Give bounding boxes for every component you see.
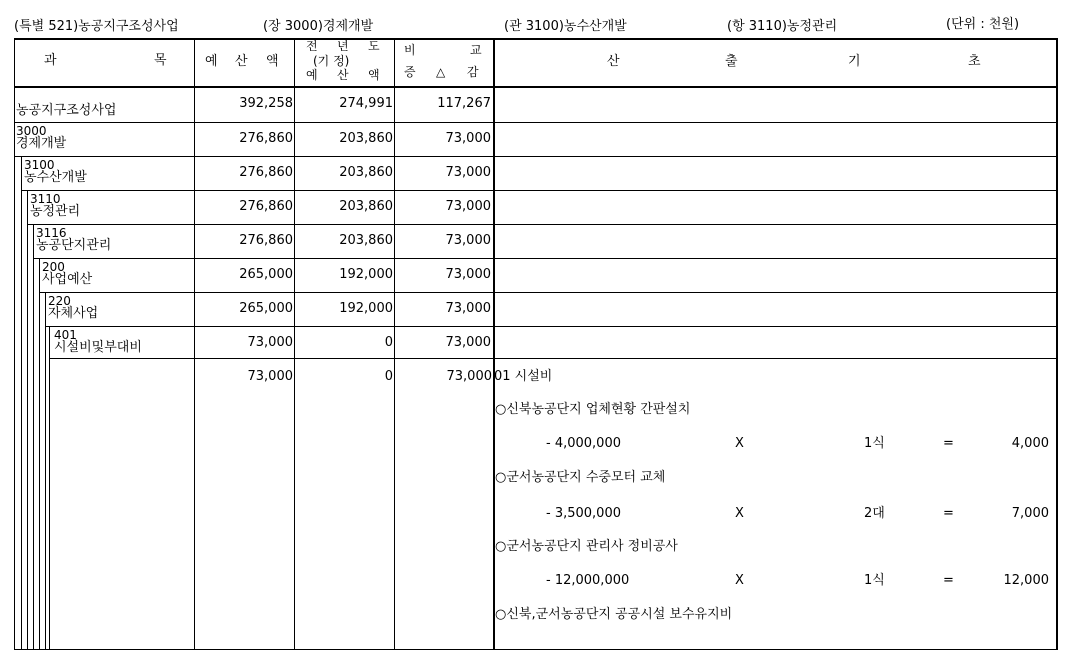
- row-divider: [14, 122, 1058, 123]
- detail-budget: 73,000: [247, 369, 293, 384]
- row-divider: [50, 358, 1058, 359]
- col-border-2: [294, 38, 295, 650]
- detail-prev: 0: [384, 369, 393, 384]
- unit-label: (단위 : 천원): [946, 17, 1020, 32]
- indent-line: [39, 258, 40, 650]
- indent-line: [49, 326, 50, 650]
- row-divider: [46, 326, 1058, 327]
- col-border-left: [14, 38, 15, 650]
- col-border-1: [194, 38, 195, 650]
- table-bottom-border: [14, 649, 1058, 650]
- indent-line: [45, 292, 46, 650]
- table-top-border: [14, 38, 1058, 40]
- gwan-label: (관 3100)농수산개발: [504, 19, 627, 34]
- detail-last-item: ○신북,군서농공단지 공공시설 보수유지비: [495, 607, 733, 622]
- header-bottom-border: [14, 86, 1058, 88]
- indent-line: [33, 224, 34, 650]
- row-divider: [14, 156, 1058, 157]
- detail-diff: 73,000: [446, 369, 492, 384]
- col-border-right: [1056, 38, 1058, 650]
- hang-label: (항 3110)농정관리: [727, 19, 838, 34]
- jang-label: (장 3000)경제개발: [263, 19, 374, 34]
- row-divider: [22, 190, 1058, 191]
- indent-line: [27, 190, 28, 650]
- indent-line: [21, 156, 22, 650]
- detail-title: 01 시설비: [494, 369, 553, 384]
- row-divider: [28, 224, 1058, 225]
- row-divider: [34, 258, 1058, 259]
- col-border-4: [493, 38, 495, 650]
- row-divider: [40, 292, 1058, 293]
- special-account-label: (특별 521)농공지구조성사업: [14, 19, 179, 34]
- col-border-3: [394, 38, 395, 650]
